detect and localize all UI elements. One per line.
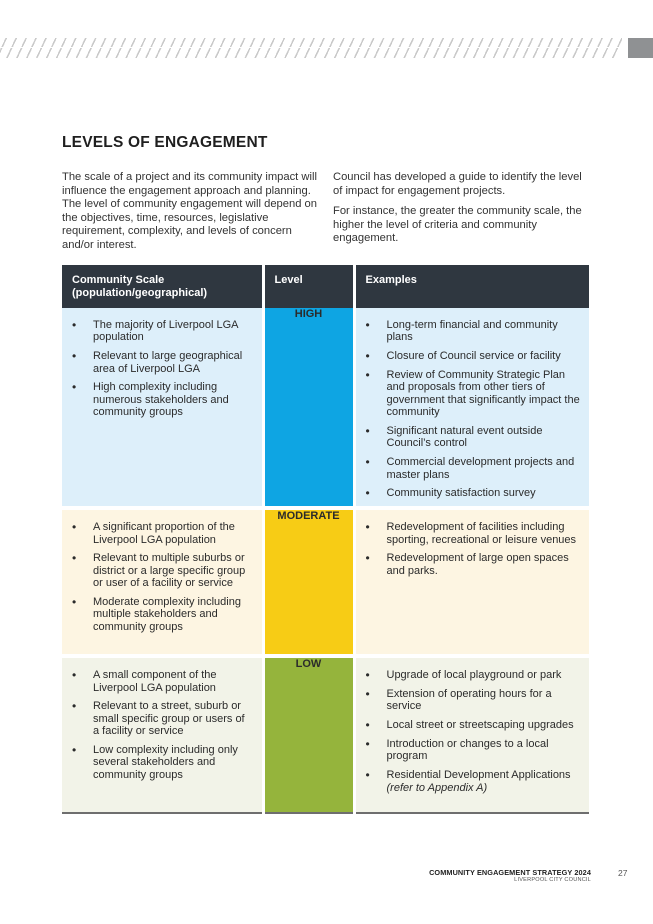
intro-left-column (62, 171, 318, 253)
list-item: • Relevant to large geographical area of Liverpool LGA (70, 350, 254, 375)
appendix-reference: (refer to Appendix A) (386, 781, 488, 794)
hatch-divider (0, 47, 622, 48)
list-item: • Redevelopment of facilities including sporting, recreational or leisure venues (364, 521, 582, 546)
header-examples: Examples (354, 265, 589, 308)
examples-cell (354, 508, 589, 656)
list-item: • Closure of Council service or facility (364, 350, 582, 362)
list-item: • Long-term financial and community plans (364, 319, 582, 344)
list-item: • Community satisfaction survey (364, 487, 582, 499)
level-badge-high: HIGH (263, 308, 354, 508)
list-item: • Redevelopment of large open spaces and parks. (364, 552, 582, 577)
level-badge-low: LOW (263, 656, 354, 813)
corner-tab (628, 38, 653, 58)
list-item: • Relevant to multiple suburbs or district or a large specific group or user of a facility or service (70, 552, 254, 589)
list-item: • Significant natural event outside Council’s control (364, 425, 582, 450)
intro-right-column (333, 171, 583, 246)
list-item: • A small component of the Liverpool LGA population (70, 669, 254, 694)
footer-document-title: COMMUNITY ENGAGEMENT STRATEGY 2024 (429, 868, 591, 877)
header-community-scale (62, 265, 263, 308)
list-item: • Local street or streetscaping upgrades (364, 719, 582, 731)
list-item: • Commercial development projects and master plans (364, 456, 582, 481)
intro-paragraph: The scale of a project and its community impact will influence the engagement approach and planning. The level of community engagement will depend on the objectives, time, resources, legislative requirement, complexity, and levels of concern and/or interest. (62, 171, 317, 251)
list-item: • Review of Community Strategic Plan and proposals from other tiers of government that significantly impact the community (364, 369, 582, 419)
list-item: • Introduction or changes to a local program (364, 738, 582, 763)
list-item: • Moderate complexity including multiple stakeholders and community groups (70, 596, 254, 633)
header-scale-line2: (population/geographical) (72, 287, 208, 299)
list-item-text: Residential Development Applications (386, 769, 571, 782)
list-item: • Extension of operating hours for a service (364, 688, 582, 713)
scale-cell (62, 508, 263, 656)
list-item: • Relevant to a street, suburb or small specific group or users of a facility or service (70, 700, 254, 737)
header-level: Level (263, 265, 354, 308)
table-row-low (62, 656, 589, 813)
table-row-high (62, 308, 589, 508)
scale-cell (62, 308, 263, 508)
page-title: LEVELS OF ENGAGEMENT (62, 134, 268, 151)
list-item: • Upgrade of local playground or park (364, 669, 582, 681)
examples-cell (354, 308, 589, 508)
list-item (364, 769, 582, 794)
scale-cell (62, 656, 263, 813)
intro-paragraph: For instance, the greater the community scale, the higher the level of criteria and community engagement. (333, 205, 582, 245)
decorative-hatch-band (0, 38, 622, 58)
table-row-moderate (62, 508, 589, 656)
table-header-row (62, 265, 589, 308)
engagement-levels-table (62, 265, 589, 814)
header-scale-line1: Community Scale (72, 274, 165, 286)
list-item: • A significant proportion of the Liverpool LGA population (70, 521, 254, 546)
examples-cell (354, 656, 589, 813)
level-badge-moderate: MODERATE (263, 508, 354, 656)
page-number: 27 (618, 868, 628, 878)
list-item: • The majority of Liverpool LGA population (70, 319, 254, 344)
list-item: • High complexity including numerous stakeholders and community groups (70, 381, 254, 418)
list-item: • Low complexity including only several stakeholders and community groups (70, 744, 254, 781)
intro-paragraph: Council has developed a guide to identify the level of impact for engagement projects. (333, 171, 582, 197)
footer-council-name: LIVERPOOL CITY COUNCIL (514, 877, 591, 883)
